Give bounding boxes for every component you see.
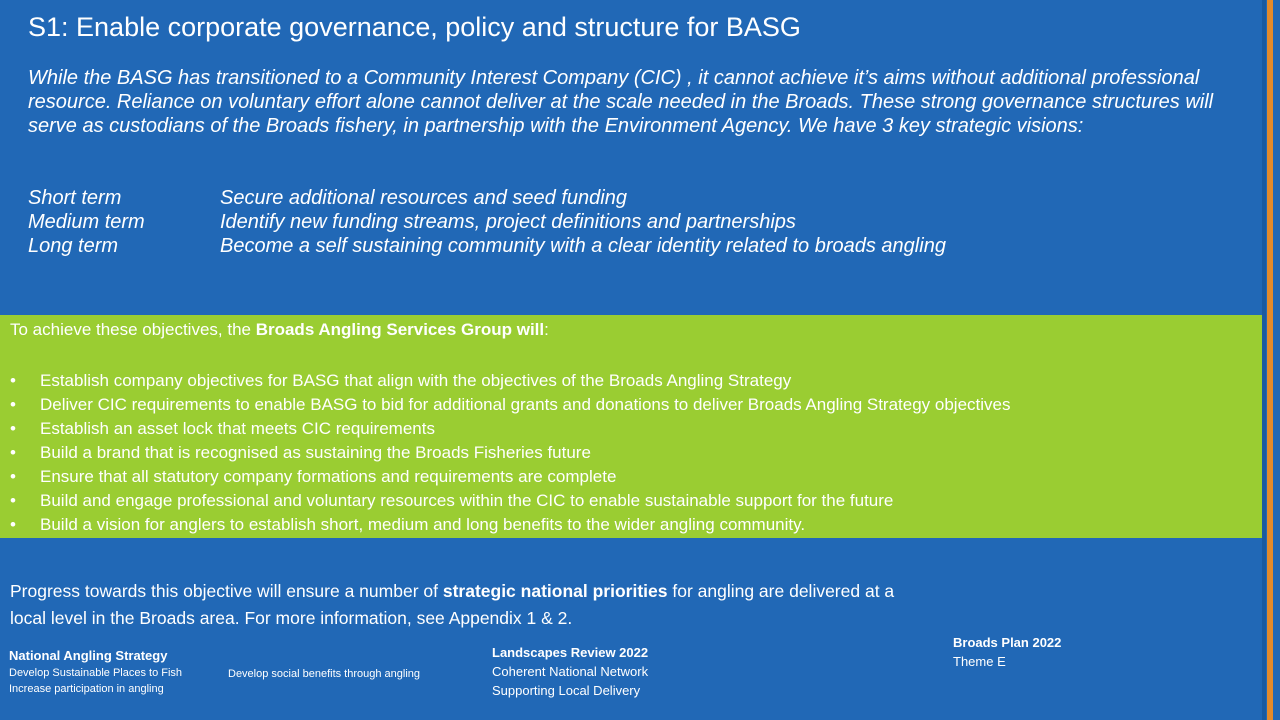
list-item [10,393,1011,417]
list-item [10,489,1011,513]
national-strategy-item: Develop social benefits through angling [228,668,421,680]
list-item [10,465,1011,489]
progress-bold: strategic national priorities [442,581,668,601]
bullet-icon: • [10,443,16,462]
bullet-icon: • [10,491,16,510]
list-item-text: Build a vision for anglers to establish short, medium and long benefits to the wider angling community. [40,515,806,534]
national-strategy-item: Increase participation in angling [9,683,164,695]
bullet-icon: • [10,395,16,414]
strategic-visions [28,186,946,258]
progress-prefix: Progress towards this objective will ensure a number of [10,581,443,601]
bullet-icon: • [10,371,16,390]
lead-bold: Broads Angling Services Group will [255,320,545,339]
list-item-text: Build a brand that is recognised as sustaining the Broads Fisheries future [40,443,591,462]
progress-suffix: for angling are delivered at a local level in the Broads area. For more information, see Appendix 1 & 2. [10,581,895,628]
objectives-lead [10,320,549,340]
vision-label: Short term [28,187,122,209]
bullet-icon: • [10,467,16,486]
right-edge-margin [1273,0,1280,720]
landscapes-review-item: Coherent National Network [492,664,649,679]
list-item-text: Build and engage professional and voluntary resources within the CIC to enable sustainable support for the future [40,491,894,510]
list-item [10,441,1011,465]
bullet-icon: • [10,515,16,534]
vision-row [28,186,946,210]
landscapes-review-item: Supporting Local Delivery [492,683,641,698]
slide-title: S1: Enable corporate governance, policy and structure for BASG [28,12,801,42]
list-item-text: Deliver CIC requirements to enable BASG to bid for additional grants and donations to deliver Broads Angling Strategy objectives [40,395,1011,414]
list-item [10,513,1011,537]
vision-label: Medium term [28,211,145,233]
list-item [10,417,1011,441]
list-item-text: Ensure that all statutory company formations and requirements are complete [40,467,617,486]
progress-statement [10,578,910,632]
lead-suffix: : [544,320,549,339]
list-item-text: Establish an asset lock that meets CIC requirements [40,419,435,438]
vision-label: Long term [28,235,119,257]
broads-plan-theme: Theme E [953,654,1006,669]
lead-prefix: To achieve these objectives, the [10,320,256,339]
vision-text: Identify new funding streams, project definitions and partnerships [220,211,796,233]
landscapes-review-title: Landscapes Review 2022 [492,645,649,660]
intro-paragraph: While the BASG has transitioned to a Community Interest Company (CIC) , it cannot achieve it’s aims without additional professional resource. Reliance on voluntary effort alone cannot deliver at the scale needed in the Broads. These strong governance structures will serve as custodians of the Broads fishery, in partnership with the Environment Agency. We have 3 key strategic visions: [28,67,1214,137]
list-item-text: Establish company objectives for BASG that align with the objectives of the Broads Angling Strategy [40,371,792,390]
list-item [10,369,1011,393]
national-strategy-title: National Angling Strategy [9,648,168,663]
broads-plan-title: Broads Plan 2022 [953,635,1062,650]
vision-row [28,234,946,258]
bullet-icon: • [10,419,16,438]
objectives-list [10,369,1011,537]
vision-text: Become a self sustaining community with a clear identity related to broads angling [220,235,946,257]
vision-row [28,210,946,234]
objectives-panel [0,315,1262,538]
right-edge-bar [1262,0,1266,720]
vision-text: Secure additional resources and seed funding [220,187,627,209]
national-strategy-item: Develop Sustainable Places to Fish [9,667,183,679]
